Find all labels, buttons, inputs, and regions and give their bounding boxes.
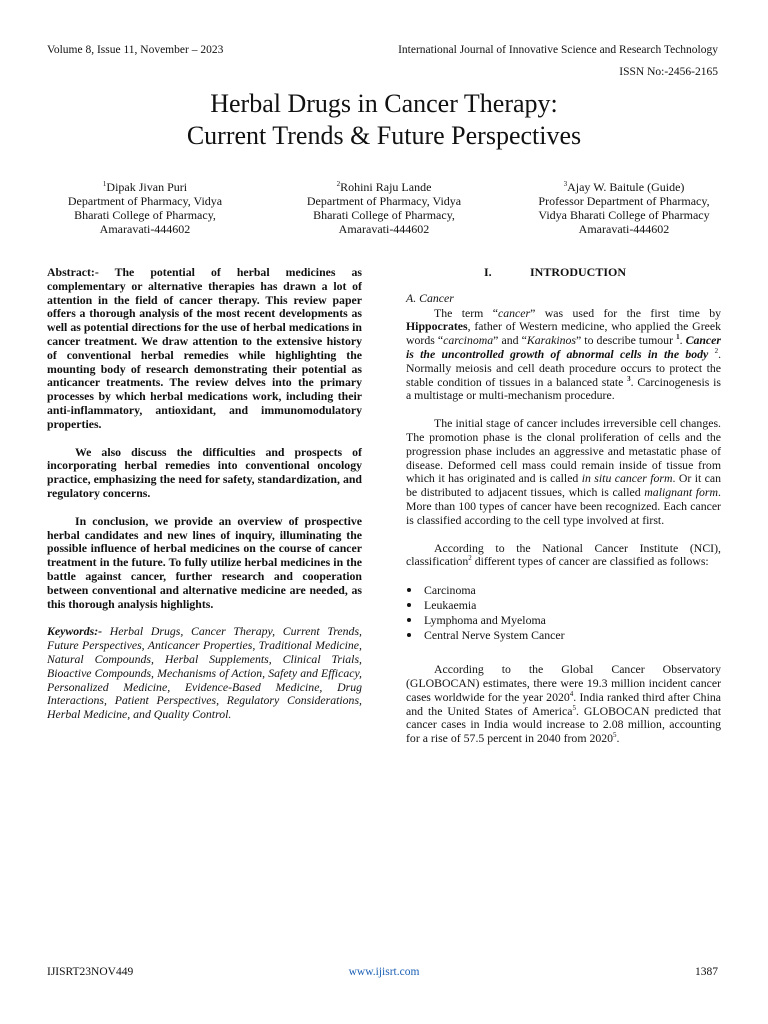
author-3-affil-mark: 3 bbox=[563, 180, 568, 188]
page-number: 1387 bbox=[695, 966, 718, 978]
citation-ref: 5 bbox=[613, 731, 617, 740]
footer-website-link[interactable] bbox=[0, 966, 768, 978]
intro-paragraph-1: The term “cancer” was used for the first time by Hippocrates, father of Western medicine, who applied the Greek words “carcinoma” and “Karakinos” to describe tumour $^1$. Cancer is the uncontrolled growth of abnormal cells in the body $^2$. Normally meiosis and cell death procedure occurs to protect the stable condition of tissues in a balanced state $^3$. Carcinogenesis is a multistage or multi-mechanism procedure. bbox=[406, 305, 722, 403]
issn-label: ISSN No:-2456-2165 bbox=[619, 66, 718, 78]
footer-article-id: IJISRT23NOV449 bbox=[47, 966, 134, 978]
keywords-label: Keywords:- bbox=[47, 624, 103, 639]
author-2-affil-line-1: Department of Pharmacy, Vidya bbox=[306, 194, 462, 208]
author-1-affil-line-1: Department of Pharmacy, Vidya bbox=[67, 194, 223, 208]
list-item: Lymphoma and Myeloma bbox=[424, 613, 721, 628]
keywords-text: Herbal Drugs, Cancer Therapy, Current Trends, Future Perspectives, Anticancer Properties, Traditional Medicine, Natural Compounds, Herbal Supplements, Clinical Trials, Bioactive Compounds, Mechanisms of Action, Safety and Efficacy, Personalized Medicine, Evidence-Based Medicine, Drug Interactions, Patient Perspectives, Regulatory Considerations, Herbal Medicine, and Quality Control. bbox=[47, 624, 362, 722]
list-item: Carcinoma bbox=[424, 583, 721, 598]
author-1-block bbox=[30, 180, 260, 236]
citation-ref: 2 bbox=[714, 347, 719, 356]
running-header-volume: Volume 8, Issue 11, November – 2023 bbox=[47, 44, 224, 56]
list-item: Leukaemia bbox=[424, 598, 721, 613]
author-3-affil-line-3: Amaravati-444602 bbox=[578, 222, 670, 236]
section-number: I. bbox=[484, 265, 492, 279]
author-1-name: Dipak Jivan Puri bbox=[106, 180, 188, 194]
running-header-journal: International Journal of Innovative Science and Research Technology bbox=[398, 44, 718, 56]
abstract-column bbox=[47, 266, 362, 722]
author-1-affil-line-2: Bharati College of Pharmacy, bbox=[74, 208, 216, 222]
introduction-column bbox=[406, 266, 721, 746]
website-link[interactable]: www.ijisrt.com bbox=[348, 966, 420, 978]
citation-ref: 4 bbox=[569, 689, 574, 698]
subsection-heading: A. Cancer bbox=[406, 290, 454, 305]
author-3-name: Ajay W. Baitule (Guide) bbox=[567, 180, 685, 194]
section-title: INTRODUCTION bbox=[530, 265, 627, 279]
author-2-affil-line-2: Bharati College of Pharmacy, bbox=[313, 208, 455, 222]
author-1-affil-line-3: Amaravati-444602 bbox=[99, 222, 191, 236]
intro-paragraph-4: According to the Global Cancer Observatory (GLOBOCAN) estimates, there were 19.3 million incident cancer cases worldwide for the year 2020$^4$. India ranked third after China and the United States of America$^5$. GLOBOCAN predicted that cancer cases in India would increase to 2.08 million, accounting for a rise of 57.5 percent in 2040 from 2020$^5$. bbox=[406, 662, 721, 746]
author-1-affil-mark: 1 bbox=[102, 180, 107, 188]
paper-title-line-2: Current Trends & Future Perspectives bbox=[186, 121, 582, 150]
keywords-paragraph bbox=[47, 625, 362, 722]
author-3-affil-line-2: Vidya Bharati College of Pharmacy bbox=[538, 208, 710, 222]
list-item: Central Nerve System Cancer bbox=[424, 628, 721, 643]
citation-ref: 2 bbox=[468, 554, 472, 563]
author-3-affil-line-1: Professor Department of Pharmacy, bbox=[538, 194, 710, 208]
cancer-types-list bbox=[406, 583, 721, 643]
paper-title bbox=[0, 88, 768, 152]
definition-emphasis: Cancer is the uncontrolled growth of abnormal cells in the body bbox=[406, 333, 722, 361]
author-2-name: Rohini Raju Lande bbox=[340, 180, 432, 194]
citation-ref: 3 bbox=[627, 374, 631, 383]
citation-ref: 1 bbox=[676, 333, 680, 342]
intro-paragraph-2: The initial stage of cancer includes irreversible cell changes. The promotion phase is the clonal proliferation of cells and the progression phase includes an aggressive and metastatic phase of disease. Deformed cell mass could remain inside of tissue from which it has originated and is called in situ cancer form. Or it can be distributed to adjacent tissues, which is called malignant form. More than 100 types of cancer have been recognized. Each cancer is classified according to the cell type involved at first. bbox=[406, 416, 722, 527]
paper-title-line-1: Herbal Drugs in Cancer Therapy: bbox=[210, 89, 558, 118]
citation-ref: 5 bbox=[572, 703, 576, 712]
section-heading bbox=[406, 266, 721, 280]
author-2-block bbox=[269, 180, 499, 236]
abstract-paragraph-1: Abstract:- The potential of herbal medicines as complementary or alternative therapies has drawn a lot of attention in the field of cancer therapy. This review paper offers a thorough analysis of the most recent developments as well as potential directions for the use of herbal medications in cancer treatment. We draw attention to the extensive history of conventional herbal remedies while highlighting the mounting body of research demonstrating their potential as anticancer treatments. The review delves into the primary processes by which herbal medications work, including their anti-inflammatory, antioxidant, and immunomodulatory properties. bbox=[47, 265, 362, 431]
abstract-paragraph-2: We also discuss the difficulties and prospects of incorporating herbal remedies into conventional oncology practice, emphasizing the need for safety, standardization, and regulatory concerns. bbox=[47, 444, 362, 500]
author-2-affil-line-3: Amaravati-444602 bbox=[338, 222, 430, 236]
abstract-paragraph-3: In conclusion, we provide an overview of prospective herbal candidates and new lines of inquiry, illuminating the possible influence of herbal medicines on the course of cancer treatment in the future. To fully utilize herbal medicines in the battle against cancer, further research and cooperation between conventional and alternative medicine are needed, as this thorough analysis highlights. bbox=[47, 513, 362, 611]
intro-paragraph-3: According to the National Cancer Institute (NCI), classification$^2$ different types of cancer are classified as follows: bbox=[406, 540, 721, 569]
author-2-affil-mark: 2 bbox=[336, 180, 341, 188]
author-3-block bbox=[509, 180, 739, 236]
